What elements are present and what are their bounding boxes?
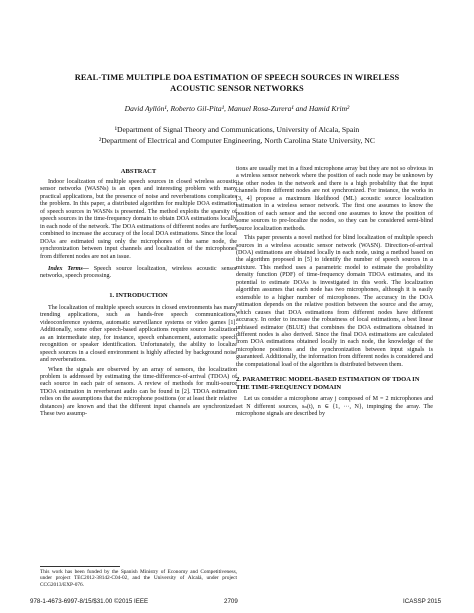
abstract-heading: ABSTRACT (120, 168, 157, 175)
paper-title (40, 72, 434, 94)
affiliations (20, 125, 454, 146)
index-terms (40, 266, 237, 281)
author-list: David Ayllón¹, Roberto Gil-Pita¹, Manuel Rosa-Zurera¹ and Hamid Krim² (124, 104, 350, 113)
abstract-text: Indoor localization of multiple speech sources in closed wireless acoustic sensor networks (WASNs) is an open and interesting problem with many practical applications, but the presence of noise and reverberations complicates the problem. In this paper, a distributed algorithm for multiple DOA estimation of speech sources in WASNs is presented. The method exploits the sparsity of speech sources in the time-frequency domain to obtain DOA estimations locally in each node of the network. The DOA estimations of different nodes are further combined to increase the accuracy of the local DOA estimations. Since the local DOAs are estimated using only the microphones of the same node, the synchronization between input channels and localization of the microphones from different nodes are not an issue. (40, 179, 237, 260)
introduction-heading: 1. INTRODUCTION (109, 291, 168, 299)
left-column (40, 168, 237, 421)
page-number: 2709 (224, 598, 238, 605)
affiliation-2: ²Department of Electrical and Computer Engineering, North Carolina State University, NC (99, 135, 375, 145)
footnote-divider (40, 566, 120, 567)
intro-paragraph-1: The localization of multiple speech sources in closed environments has many trending applications, such as hands-free speech communications, videoconference systems, automatic surveillance systems or video games [1]. Additionally, some other speech-based applications require source localization as an intermediate step, for instance, speech enhancement, automatic speech recognition or speaker identification. Unfortunately, the ability to localize speech sources in a closed environment is highly affected by background noise and reverberations. (40, 304, 237, 364)
isbn-footer: 978-1-4673-6997-8/15/$31.00 ©2015 IEEE (30, 598, 149, 605)
right-paragraph-2: This paper presents a novel method for blind localization of multiple speech sources in a wireless acoustic sensor network (WASN). Direction-of-arrival (DOA) estimations are obtained locally in each node, using a method based on the algorithm proposed in [5] to identify the number of speech sources in a mixture. This method uses a parametric model to estimate the probability density function (PDF) of time-frequency domain TDOA estimates, and its potential to estimate DOAs is investigated in this work. The localization algorithm assumes that each node has two microphones, although it is easily extensible to a higher number of microphones. The accuracy in the DOA estimation depends on the relative position between the source and the array, which causes that DOA estimations from different nodes have different accuracy. In order to increase the robustness of local estimations, a best linear unbiased estimator (BLUE) that combines the DOA estimations obtained in different nodes is also derived. Since the final DOA estimations are calculated from DOA estimations obtained locally in each node, the knowledge of the microphone positions and the synchronization between input signals is guaranteed. Additionally, the information from different nodes is considered and the computational load of the algorithm is distributed between them. (236, 235, 433, 368)
conference-footer: ICASSP 2015 (403, 598, 442, 605)
right-column (236, 166, 433, 421)
right-paragraph-1: tions are usually met in a fixed microphone array but they are not so obvious in a wireless sensor network where the position of each node may be unknown by the other nodes in the network and there is a high probability that the input channels from different nodes are not synchronized. For instance, the works in [3, 4] propose a maximum likelihood (ML) acoustic source localization estimation in a wireless sensor network. The first one assumes to know the position of each sensor and the second one assumes to know the position of some sources to pre-localize the nodes, so they can be considered semi-blind source localization methods. (236, 166, 433, 232)
title-line-1: REAL-TIME MULTIPLE DOA ESTIMATION OF SPEECH SOURCES IN WIRELESS (74, 73, 400, 82)
section-2-heading: 2. PARAMETRIC MODEL-BASED ESTIMATION OF TDOA IN THE TIME-FREQUENCY DOMAIN (236, 376, 420, 392)
intro-paragraph-2: When the signals are observed by an array of sensors, the localization problem is addressed by estimating the time-difference-of-arrival (TDOA) of each source in each pair of sensors. A review of methods for multi-source TDOA estimation in reverberant audio can be found in [2]. TDOA estimation relies on the assumptions that the microphone positions (or at least their relative distances) are known and that the different input channels are synchronized. These two assump- (40, 366, 237, 418)
index-terms-text: Speech source localization, wireless acoustic sensor networks, speech processing. (40, 265, 238, 280)
section-2-text: Let us consider a microphone array j composed of M = 2 microphones and set N different sources, sₙ(t), n ∈ {1, ···, N}, impinging the array. The microphone signals are described by (236, 396, 433, 418)
affiliation-1: ¹Department of Signal Theory and Communications, University of Alcala, Spain (114, 125, 360, 134)
funding-footnote: This work has been funded by the Spanish Ministry of Economy and Competitiveness, under project TEC2012-38142-C04-02, and the University of Alcalá, under project CCG2013/EXP-076. (40, 569, 237, 588)
title-line-2: ACOUSTIC SENSOR NETWORKS (170, 84, 304, 93)
index-terms-label: Index Terms— (48, 265, 89, 272)
